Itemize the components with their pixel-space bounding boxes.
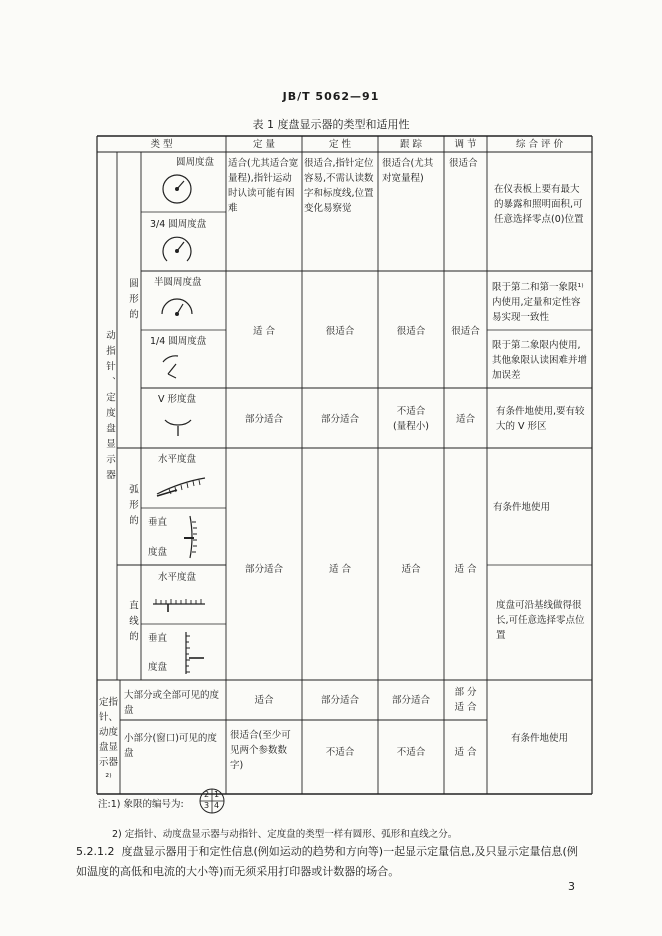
row4-quantitative: 部分适合 [244, 564, 283, 575]
arc-vertical-label-2: 度盘 [148, 547, 168, 558]
row6-type: 小部分(窗口)可见的度盘 [124, 733, 217, 759]
row3-evaluation: 有条件地使用,要有较大的 V 形区 [496, 406, 585, 432]
row2-quantitative: 适 合 [252, 326, 276, 337]
quadrant-2: 2 [204, 790, 210, 799]
subgroup-circular-label: 圆形的 [127, 278, 138, 325]
dial-three-quarter-label: 3/4 圆周度盘 [150, 219, 207, 230]
document-code: JB/T 5062—91 [282, 90, 380, 103]
linear-vertical-label-2: 度盘 [148, 662, 168, 673]
row4-evaluation-linear: 度盘可沿基线做得很长,可任意选择零点位置 [496, 600, 585, 641]
row2-adjust: 很适合 [451, 326, 480, 337]
quadrant-4: 4 [214, 801, 220, 810]
row5-tracking: 部分适合 [391, 695, 430, 706]
table-caption: 表 1 度盘显示器的类型和适用性 [252, 118, 410, 131]
row3-qualitative: 部分适合 [320, 414, 359, 425]
header-qualitative: 定 性 [328, 139, 352, 150]
row2-tracking: 很适合 [396, 326, 426, 337]
row6-qualitative: 不适合 [325, 747, 355, 758]
header-adjust: 调 节 [454, 139, 477, 150]
subgroup-linear-label: 直线的 [127, 600, 138, 647]
group-moving-pointer-label: 动指针、定度盘显示器 [104, 330, 115, 485]
group-moving-dial-label: 定指针、动度盘显示器²⁾ [98, 697, 118, 783]
row5-quantitative: 适合 [254, 695, 274, 706]
full-circle-dial-icon [160, 172, 194, 206]
row3-tracking: 不适合 (量程小) [393, 406, 429, 432]
linear-horizontal-dial-icon [150, 590, 208, 616]
note-1: 注:1) 象限的编号为: [98, 799, 184, 810]
three-quarter-dial-icon [160, 234, 194, 268]
dial-quarter-label: 1/4 圆周度盘 [150, 336, 207, 347]
row1-quantitative: 适合(尤其适合宽量程),指针运动时认读可能有困难 [228, 158, 299, 214]
header-quantitative: 定 量 [252, 139, 276, 150]
dial-v-label: V 形度盘 [158, 394, 197, 405]
header-tracking: 跟 踪 [399, 139, 423, 150]
dial-full-label: 圆周度盘 [176, 157, 215, 168]
row6-tracking: 不适合 [396, 747, 426, 758]
row5-type: 大部分或全部可见的度盘 [124, 690, 220, 716]
subgroup-arc-label: 弧形的 [127, 484, 138, 531]
quadrant-1: 1 [214, 790, 220, 799]
moving-dial-evaluation: 有条件地使用 [510, 733, 568, 744]
linear-vertical-dial-icon [180, 628, 210, 678]
row4-qualitative: 适 合 [328, 564, 352, 575]
paragraph-number: 5.2.1.2 [76, 845, 115, 858]
row1-tracking: 很适合(尤其对宽量程) [382, 158, 434, 184]
row2-qualitative: 很适合 [325, 326, 355, 337]
row3-adjust: 适合 [455, 414, 475, 425]
row4-evaluation-arc: 有条件地使用 [493, 502, 551, 513]
v-dial-icon [160, 412, 196, 442]
row2-evaluation-half: 限于第二和第一象限¹⁾内使用,定量和定性容易实现一致性 [492, 282, 584, 323]
arc-vertical-label-1: 垂直 [148, 517, 168, 528]
arc-horizontal-label: 水平度盘 [158, 454, 197, 465]
linear-horizontal-label: 水平度盘 [158, 572, 197, 583]
row3-quantitative: 部分适合 [244, 414, 283, 425]
paragraph-5-2-1-2 [76, 842, 588, 882]
row6-adjust: 适 合 [454, 747, 477, 758]
row2-evaluation-quarter: 限于第二象限内使用,其他象限认读困难并增加误差 [492, 340, 588, 381]
row5-adjust: 部 分 适 合 [454, 687, 477, 713]
row1-evaluation: 在仪表板上要有最大的暴露和照明面积,可任意选择零点(0)位置 [494, 184, 584, 225]
paragraph-text: 度盘显示器用于和定性信息(例如运动的趋势和方向等)一起显示定量信息,及只显示定量信息(例如温度的高低和电流的大小等)而无须采用打印器或计数器的场合。 [76, 845, 578, 878]
row1-adjust: 很适合 [449, 158, 478, 169]
quarter-circle-dial-icon [160, 352, 190, 382]
arc-vertical-dial-icon [180, 512, 202, 562]
row6-quantitative: 很适合(至少可见两个参数数字) [230, 730, 291, 771]
linear-vertical-label-1: 垂直 [148, 633, 168, 644]
row5-qualitative: 部分适合 [320, 695, 359, 706]
row4-adjust: 适 合 [454, 564, 477, 575]
row1-qualitative: 很适合,指针定位容易,不需认读数字和标度线,位置变化易察觉 [304, 158, 374, 214]
half-circle-dial-icon [159, 292, 195, 318]
dial-half-label: 半圆周度盘 [154, 277, 202, 288]
note-2: 2) 定指针、动度盘显示器与动指针、定度盘的类型一样有圆形、弧形和直线之分。 [112, 829, 458, 840]
header-evaluation: 综 合 评 价 [515, 139, 564, 150]
quadrant-circle-icon [198, 788, 226, 814]
quadrant-diagram [198, 788, 226, 814]
row4-tracking: 适合 [401, 564, 421, 575]
quadrant-3: 3 [204, 801, 210, 810]
header-type: 类 型 [150, 139, 173, 150]
arc-horizontal-dial-icon [153, 472, 209, 502]
page-number: 3 [568, 880, 575, 893]
